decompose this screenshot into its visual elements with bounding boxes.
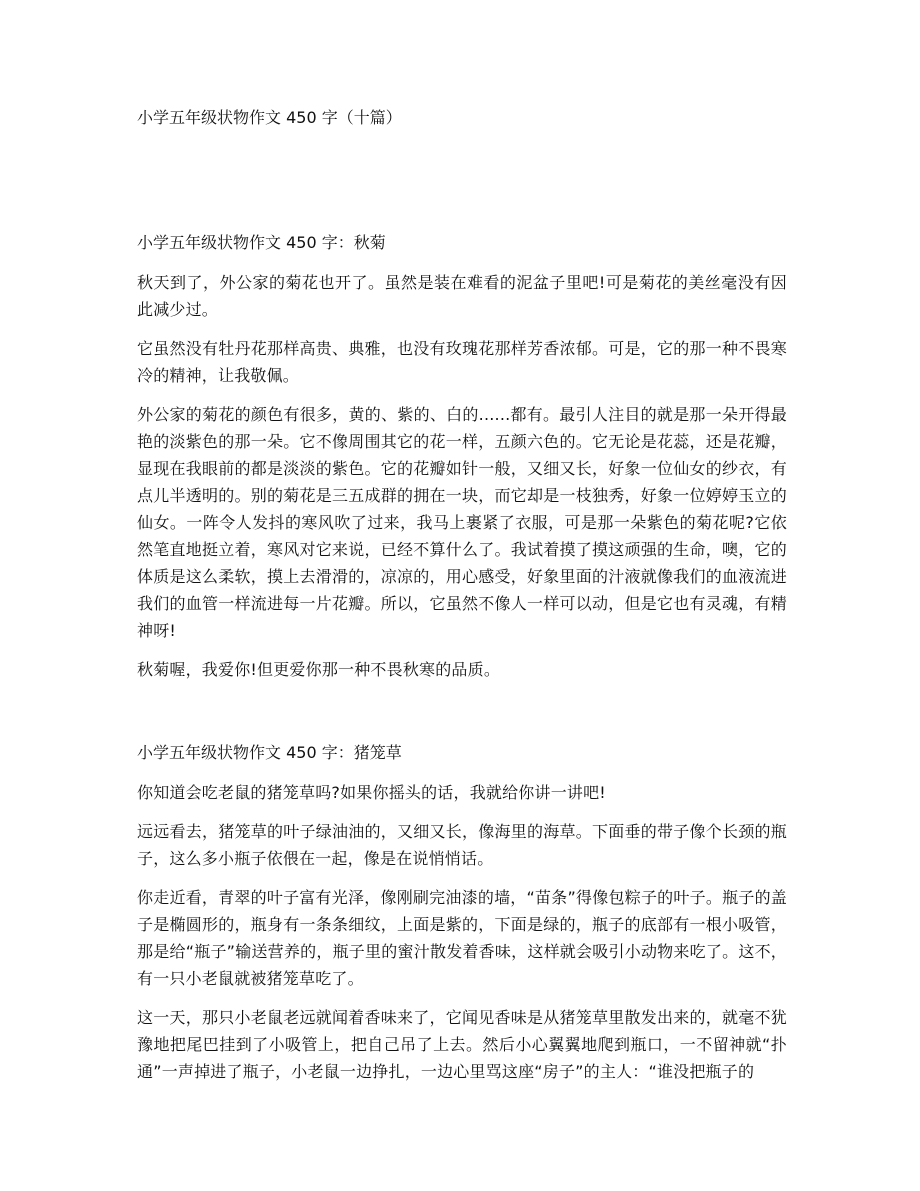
- section-heading: 小学五年级状物作文 450 字：秋菊: [137, 233, 386, 252]
- paragraph: 秋天到了，外公家的菊花也开了。虽然是装在难看的泥盆子里吧!可是菊花的美丝毫没有因此减少过。: [137, 273, 787, 319]
- essay-section-zhulongcao: [137, 741, 787, 1097]
- section-heading: 小学五年级状物作文 450 字：猪笼草: [137, 743, 402, 762]
- paragraph: 远远看去，猪笼草的叶子绿油油的，又细又长，像海里的海草。下面垂的带子像个长颈的瓶子，这么多小瓶子依偎在一起，像是在说悄悄话。: [137, 822, 787, 868]
- paragraph: 它虽然没有牡丹花那样高贵、典雅，也没有玫瑰花那样芳香浓郁。可是，它的那一种不畏寒冷的精神，让我敬佩。: [137, 339, 787, 385]
- paragraph: 这一天，那只小老鼠老远就闻着香味来了，它闻见香味是从猪笼草里散发出来的，就毫不犹豫地把尾巴挂到了小吸管上，把自己吊了上去。然后小心翼翼地爬到瓶口，一不留神就“扑通”一声掉进了瓶子，小老鼠一边挣扎，一边心里骂这座“房子”的主人：“谁没把瓶子的: [137, 1008, 787, 1081]
- essay-section-qiuju: [137, 231, 787, 695]
- paragraph: 你知道会吃老鼠的猪笼草吗?如果你摇头的话，我就给你讲一讲吧!: [137, 783, 606, 802]
- paragraph: 外公家的菊花的颜色有很多，黄的、紫的、白的......都有。最引人注目的就是那一朵开得最艳的淡紫色的那一朵。它不像周围其它的花一样，五颜六色的。它无论是花蕊，还是花瓣，显现在我眼前的都是淡淡的紫色。它的花瓣如针一般，又细又长，好象一位仙女的纱衣，有点儿半透明的。别的菊花是三五成群的拥在一块，而它却是一枝独秀，好象一位婷婷玉立的仙女。一阵令人发抖的寒风吹了过来，我马上裹紧了衣服，可是那一朵紫色的菊花呢?它依然笔直地挺立着，寒风对它来说，已经不算什么了。我试着摸了摸这顽强的生命，噢，它的体质是这么柔软，摸上去滑滑的，凉凉的，用心感受，好象里面的汁液就像我们的血液流进我们的血管一样流进每一片花瓣。所以，它虽然不像人一样可以动，但是它也有灵魂，有精神呀!: [137, 405, 787, 640]
- paragraph: 你走近看，青翠的叶子富有光泽，像刚刷完油漆的墙，“苗条”得像包粽子的叶子。瓶子的盖子是椭圆形的，瓶身有一条条细纹，上面是紫的，下面是绿的，瓶子的底部有一根小吸管，那是给“瓶子”输送营养的，瓶子里的蜜汁散发着香味，这样就会吸引小动物来吃了。这不，有一只小老鼠就被猪笼草吃了。: [137, 888, 787, 988]
- document-title: 小学五年级状物作文 450 字（十篇）: [137, 108, 402, 127]
- paragraph: 秋菊喔，我爱你!但更爱你那一种不畏秋寒的品质。: [137, 660, 501, 679]
